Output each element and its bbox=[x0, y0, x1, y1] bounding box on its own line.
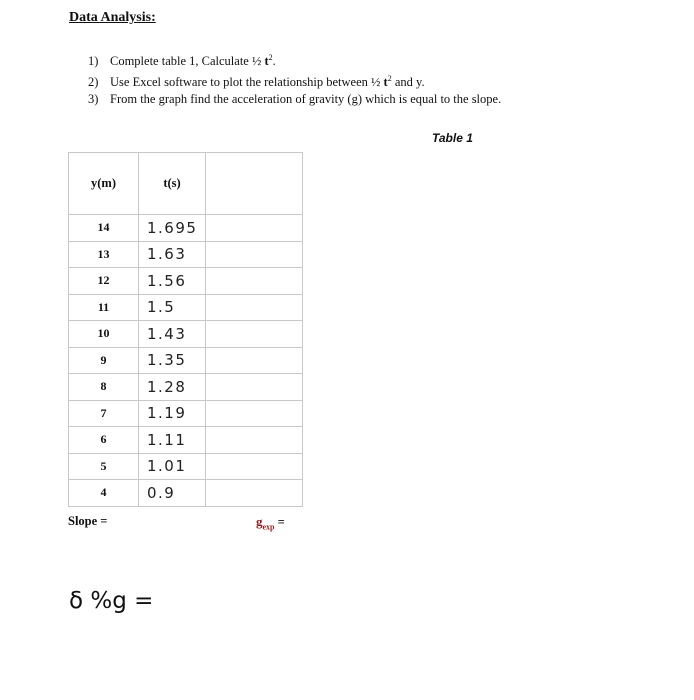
cell-y: 13 bbox=[69, 241, 139, 268]
cell-t-handwritten: 1.11 bbox=[139, 427, 206, 454]
cell-y: 5 bbox=[69, 453, 139, 480]
cell-half-t2[interactable] bbox=[206, 268, 303, 295]
cell-y: 10 bbox=[69, 321, 139, 348]
g-exp-symbol: g bbox=[256, 514, 263, 529]
g-exp-subscript: exp bbox=[262, 522, 275, 532]
cell-half-t2[interactable] bbox=[206, 400, 303, 427]
header-y: y(m) bbox=[69, 153, 139, 215]
table-row bbox=[69, 294, 303, 321]
data-table bbox=[68, 152, 303, 507]
table-row bbox=[69, 453, 303, 480]
instruction-text: Use Excel software to plot the relationship between ½ bbox=[110, 75, 384, 90]
cell-y: 6 bbox=[69, 427, 139, 454]
g-exp-equals: = bbox=[274, 515, 285, 529]
instruction-exponent: 2 bbox=[268, 53, 273, 62]
table-caption: Table 1 bbox=[432, 131, 473, 145]
cell-half-t2[interactable] bbox=[206, 480, 303, 507]
table-row bbox=[69, 321, 303, 348]
g-exp-label bbox=[256, 514, 285, 532]
instruction-number: 3) bbox=[88, 92, 99, 106]
header-t: t(s) bbox=[139, 153, 206, 215]
cell-y: 14 bbox=[69, 215, 139, 242]
cell-t-handwritten: 1.695 bbox=[139, 215, 206, 242]
table-row bbox=[69, 427, 303, 454]
slope-label: Slope = bbox=[68, 514, 108, 528]
cell-half-t2[interactable] bbox=[206, 374, 303, 401]
instruction-text: From the graph find the acceleration of gravity (g) which is equal to the slope. bbox=[110, 92, 502, 106]
table-row bbox=[69, 268, 303, 295]
cell-half-t2[interactable] bbox=[206, 294, 303, 321]
cell-half-t2[interactable] bbox=[206, 215, 303, 242]
instruction-item bbox=[88, 89, 501, 110]
instruction-number: 2) bbox=[88, 75, 99, 90]
table-row bbox=[69, 241, 303, 268]
cell-y: 4 bbox=[69, 480, 139, 507]
cell-y: 9 bbox=[69, 347, 139, 374]
cell-y: 8 bbox=[69, 374, 139, 401]
instruction-number: 1) bbox=[88, 54, 99, 69]
cell-half-t2[interactable] bbox=[206, 241, 303, 268]
table-row bbox=[69, 215, 303, 242]
instruction-text-after: . bbox=[272, 54, 276, 69]
percent-error-label: δ %g = bbox=[69, 588, 154, 614]
cell-t-handwritten: 1.5 bbox=[139, 294, 206, 321]
cell-t-handwritten: 1.01 bbox=[139, 453, 206, 480]
instruction-item bbox=[88, 68, 501, 89]
header-half-t2 bbox=[206, 153, 303, 215]
instruction-text: Complete table 1, Calculate ½ bbox=[110, 54, 265, 69]
instruction-item bbox=[88, 47, 501, 68]
cell-y: 11 bbox=[69, 294, 139, 321]
cell-half-t2[interactable] bbox=[206, 453, 303, 480]
instructions-list bbox=[88, 47, 501, 110]
cell-t-handwritten: 1.56 bbox=[139, 268, 206, 295]
cell-half-t2[interactable] bbox=[206, 427, 303, 454]
table-row bbox=[69, 347, 303, 374]
table-row bbox=[69, 374, 303, 401]
instruction-exponent: 2 bbox=[387, 74, 392, 83]
cell-t-handwritten: 1.19 bbox=[139, 400, 206, 427]
cell-half-t2[interactable] bbox=[206, 321, 303, 348]
table-row bbox=[69, 480, 303, 507]
table-header-row bbox=[69, 153, 303, 215]
instruction-text-after: and y. bbox=[391, 75, 425, 90]
cell-t-handwritten: 1.43 bbox=[139, 321, 206, 348]
instruction-variable: t bbox=[264, 54, 269, 69]
cell-half-t2[interactable] bbox=[206, 347, 303, 374]
cell-t-handwritten: 1.63 bbox=[139, 241, 206, 268]
cell-t-handwritten: 1.28 bbox=[139, 374, 206, 401]
instruction-variable: t bbox=[383, 75, 388, 90]
cell-t-handwritten: 1.35 bbox=[139, 347, 206, 374]
cell-y: 12 bbox=[69, 268, 139, 295]
cell-y: 7 bbox=[69, 400, 139, 427]
table-row bbox=[69, 400, 303, 427]
cell-t-handwritten: 0.9 bbox=[139, 480, 206, 507]
page-heading: Data Analysis: bbox=[69, 10, 156, 25]
